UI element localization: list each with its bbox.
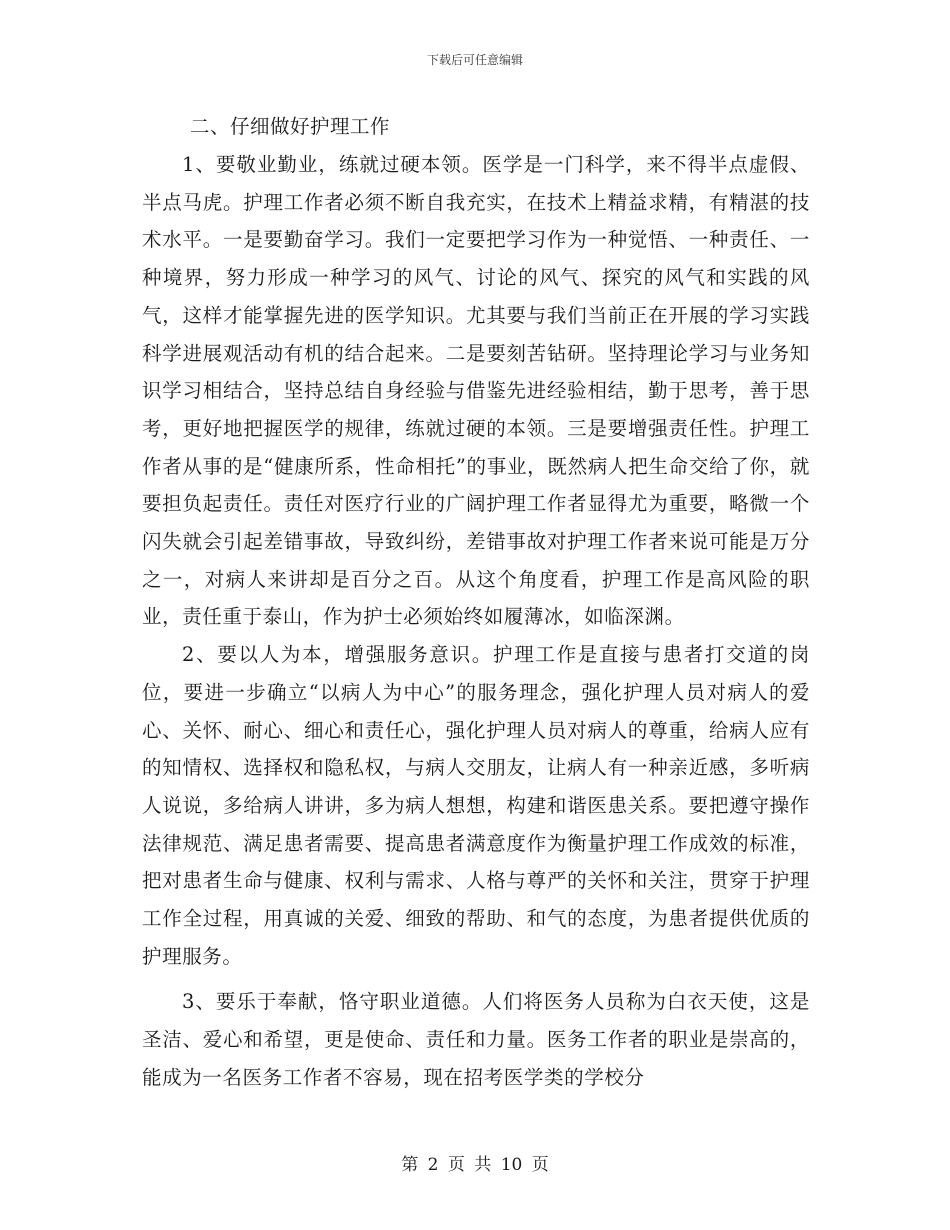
page-number-footer: 第 2 页 共 10 页 bbox=[401, 1155, 549, 1175]
document-body bbox=[142, 108, 810, 1097]
paragraph-3: 3、要乐于奉献，恪守职业道德。人们将医务人员称为白衣天使，这是圣洁、爱心和希望，更是使命、责任和力量。医务工作者的职业是崇高的，能成为一名医务工作者不容易，现在招考医学类的学校分 bbox=[142, 990, 810, 1089]
page-header-note: 下载后可任意编辑 bbox=[426, 53, 523, 67]
section-heading: 二、仔细做好护理工作 bbox=[190, 115, 391, 138]
paragraph-1: 1、要敬业勤业，练就过硬本领。医学是一门科学，来不得半点虚假、半点马虎。护理工作者必须不断自我充实，在技术上精益求精，有精湛的技术水平。一是要勤奋学习。我们一定要把学习作为一种觉悟、一种责任、一种境界，努力形成一种学习的风气、讨论的风气、探究的风气和实践的风气，这样才能掌握先进的医学知识。尤其要与我们当前正在开展的学习实践科学进展观活动有机的结合起来。二是要刻苦钻研。坚持理论学习与业务知识学习相结合，坚持总结自身经验与借鉴先进经验相结，勤于思考，善于思考，更好地把握医学的规律，练就过硬的本领。三是要增强责任性。护理工作者从事的是“健康所系，性命相托”的事业，既然病人把生命交给了你，就要担负起责任。责任对医疗行业的广阔护理工作者显得尤为重要，略微一个闪失就会引起差错事故，导致纠纷，差错事故对护理工作者来说可能是万分之一，对病人来讲却是百分之百。从这个角度看，护理工作是高风险的职业，责任重于泰山，作为护士必须始终如履薄冰，如临深渊。 bbox=[142, 153, 810, 629]
paragraph-2: 2、要以人为本，增强服务意识。护理工作是直接与患者打交道的岗位，要进一步确立“以病人为中心”的服务理念，强化护理人员对病人的爱心、关怀、耐心、细心和责任心，强化护理人员对病人的尊重，给病人应有的知情权、选择权和隐私权，与病人交朋友，让病人有一种亲近感，多听病人说说，多给病人讲讲，多为病人想想，构建和谐医患关系。要把遵守操作法律规范、满足患者需要、提高患者满意度作为衡量护理工作成效的标准，把对患者生命与健康、权利与需求、人格与尊严的关怀和关注，贯穿于护理工作全过程，用真诚的关爱、细致的帮助、和气的态度，为患者提供优质的护理服务。 bbox=[142, 643, 810, 968]
